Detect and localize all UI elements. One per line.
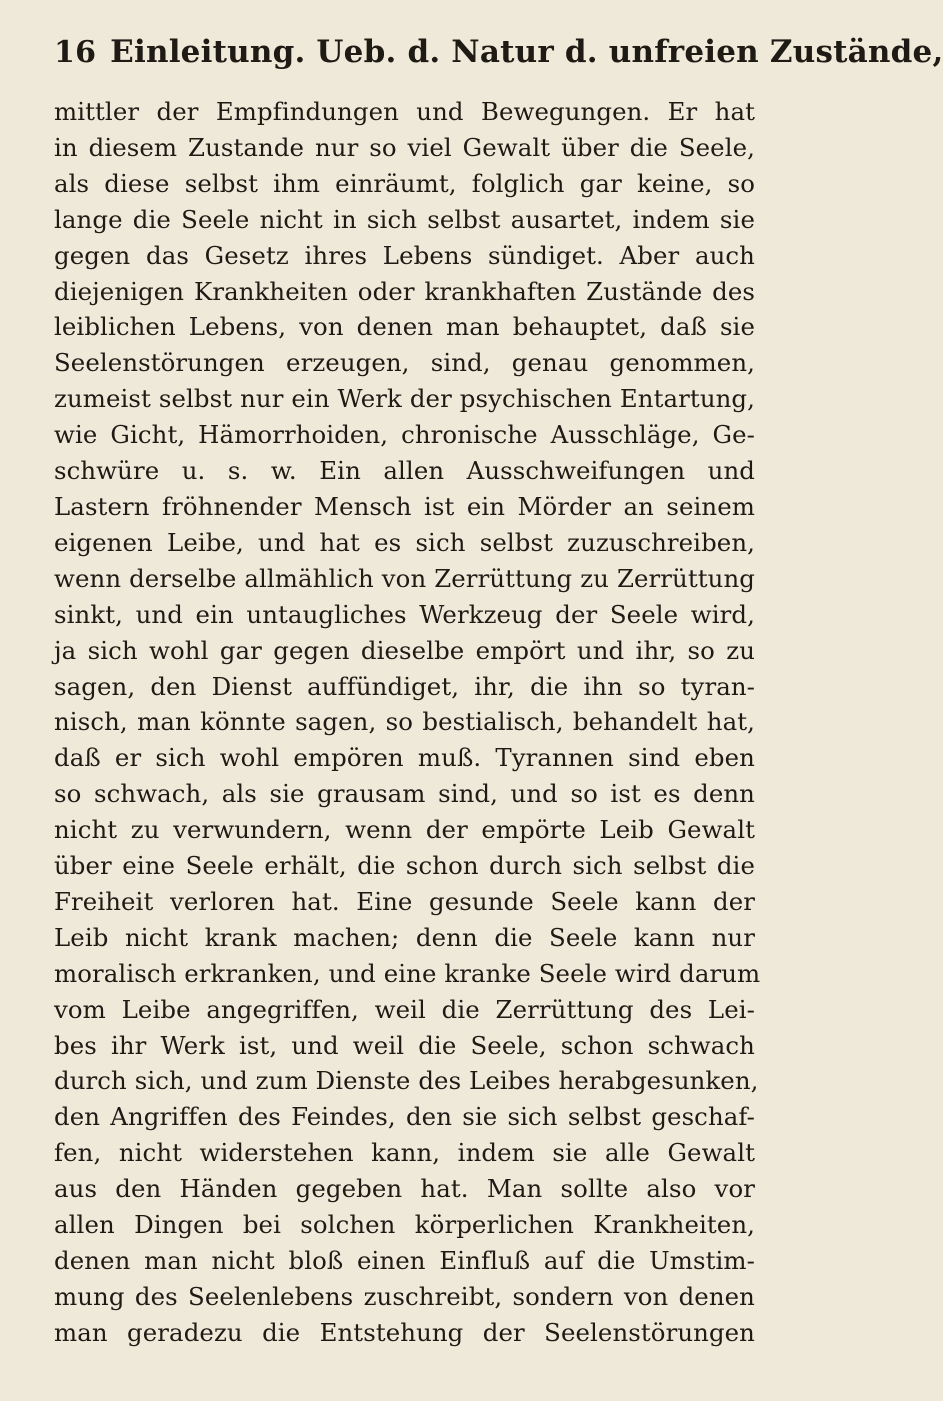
text-line: man geradezu die Entstehung der Seelenstörungen: [54, 1317, 755, 1347]
text-line: wenn derselbe allmählich von Zerrüttung zu Zerrüttung: [54, 563, 755, 593]
text-line: wie Gicht, Hämorrhoiden, chronische Ausschläge, Ge-: [54, 420, 755, 450]
text-line: daß er sich wohl empören muß. Tyrannen sind eben: [54, 743, 755, 773]
text-line: eigenen Leibe, und hat es sich selbst zuzuschreiben,: [54, 527, 755, 557]
page-number: 16: [54, 35, 97, 70]
text-line: leiblichen Lebens, von denen man behauptet, daß sie: [54, 312, 755, 342]
text-line: moralisch erkranken, und eine kranke Seele wird darum: [54, 958, 761, 988]
text-line: mittler der Empfindungen und Bewegungen. Er hat: [54, 97, 755, 126]
text-line: diejenigen Krankheiten oder krankhaften Zustände des: [54, 276, 755, 306]
text-line: ja sich wohl gar gegen dieselbe empört und ihr, so zu: [54, 635, 755, 665]
text-line: schwüre u. s. w. Ein allen Ausschweifungen und: [54, 456, 755, 486]
text-line: nicht zu verwundern, wenn der empörte Leib Gewalt: [54, 815, 755, 845]
text-line: bes ihr Werk ist, und weil die Seele, schon schwach: [54, 1030, 755, 1060]
text-line: vom Leibe angegriffen, weil die Zerrüttung des Lei-: [54, 994, 755, 1024]
text-line: fen, nicht widerstehen kann, indem sie alle Gewalt: [54, 1138, 755, 1168]
text-line: als diese selbst ihm einräumt, folglich gar keine, so: [54, 168, 755, 198]
text-line: zumeist selbst nur ein Werk der psychischen Entartung,: [54, 384, 755, 414]
text-line: in diesem Zustande nur so viel Gewalt über die Seele,: [54, 132, 755, 162]
text-line: allen Dingen bei solchen körperlichen Krankheiten,: [54, 1210, 755, 1240]
text-line: so schwach, als sie grausam sind, und so ist es denn: [54, 779, 755, 809]
text-line: gegen das Gesetz ihres Lebens sündiget. Aber auch: [54, 240, 755, 270]
running-head-title: Einleitung. Ueb. d. Natur d. unfreien Zustände,: [110, 34, 943, 70]
text-line: nisch, man könnte sagen, so bestialisch, behandelt hat,: [54, 707, 755, 737]
text-line: den Angriffen des Feindes, den sie sich selbst geschaf-: [54, 1102, 755, 1132]
text-line: mung des Seelenlebens zuschreibt, sondern von denen: [54, 1281, 755, 1311]
running-head: [54, 34, 943, 86]
text-line: Leib nicht krank machen; denn die Seele kann nur: [54, 922, 755, 952]
text-line: Seelenstörungen erzeugen, sind, genau genommen,: [54, 348, 755, 378]
text-line: lange die Seele nicht in sich selbst ausartet, indem sie: [54, 204, 755, 234]
text-line: durch sich, und zum Dienste des Leibes herabgesunken,: [54, 1066, 759, 1096]
text-line: denen man nicht bloß einen Einfluß auf die Umstim-: [54, 1246, 755, 1275]
text-line: aus den Händen gegeben hat. Man sollte also vor: [54, 1174, 755, 1204]
text-line: über eine Seele erhält, die schon durch sich selbst die: [54, 851, 755, 881]
text-line: sagen, den Dienst auffündiget, ihr, die ihn so tyran-: [54, 671, 755, 701]
text-line: sinkt, und ein untaugliches Werkzeug der Seele wird,: [54, 599, 755, 629]
text-line: Freiheit verloren hat. Eine gesunde Seele kann der: [54, 886, 755, 916]
text-line: Lastern fröhnender Mensch ist ein Mörder an seinem: [54, 491, 755, 521]
body-text: [54, 94, 761, 1351]
